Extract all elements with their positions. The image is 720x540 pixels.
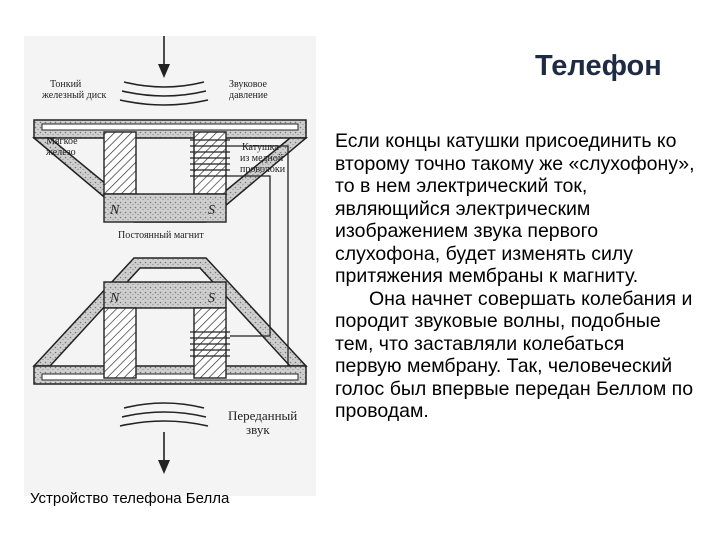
label-permanent-magnet: Постоянный магнит (118, 230, 204, 241)
label-soft-iron-2: железо (46, 147, 76, 158)
pole-n-bottom: N (110, 291, 120, 306)
label-sound-pressure-2: давление (229, 90, 268, 101)
pole-n-top: N (110, 203, 120, 218)
label-thin-disk-2: железный диск (42, 90, 107, 101)
paragraph-2: Она начнет совершать колебания и породит звуковые волны, подобные тем, что заставляли колебаться первую мембрану. Так, человеческий голос был впервые передан Беллом по проводам. (335, 287, 694, 422)
label-coil-3: проволоки (240, 164, 286, 175)
body-text (335, 130, 695, 423)
pole-s-top: S (208, 203, 215, 218)
label-soft-iron-1: Мягкое (46, 136, 78, 147)
label-transmitted-sound-1: Переданный (228, 408, 298, 423)
label-thin-disk-1: Тонкий (50, 79, 82, 90)
bell-telephone-diagram (24, 36, 316, 496)
pole-s-bottom: S (208, 291, 215, 306)
paragraph-1: Если концы катушки присоединить ко второму точно такому же «слухофону», то в нем электрический ток, являющийся электрическим изображением звука первого слухофона, будет изменять силу притяжения мембраны к магниту. (335, 130, 695, 287)
figure-caption: Устройство телефона Белла (30, 490, 230, 507)
label-coil-2: из медной (240, 153, 284, 164)
label-transmitted-sound-2: звук (246, 422, 270, 437)
slide-title: Телефон (535, 50, 662, 82)
label-sound-pressure-1: Звуковое (229, 79, 267, 90)
label-coil-1: Катушка (242, 142, 279, 153)
